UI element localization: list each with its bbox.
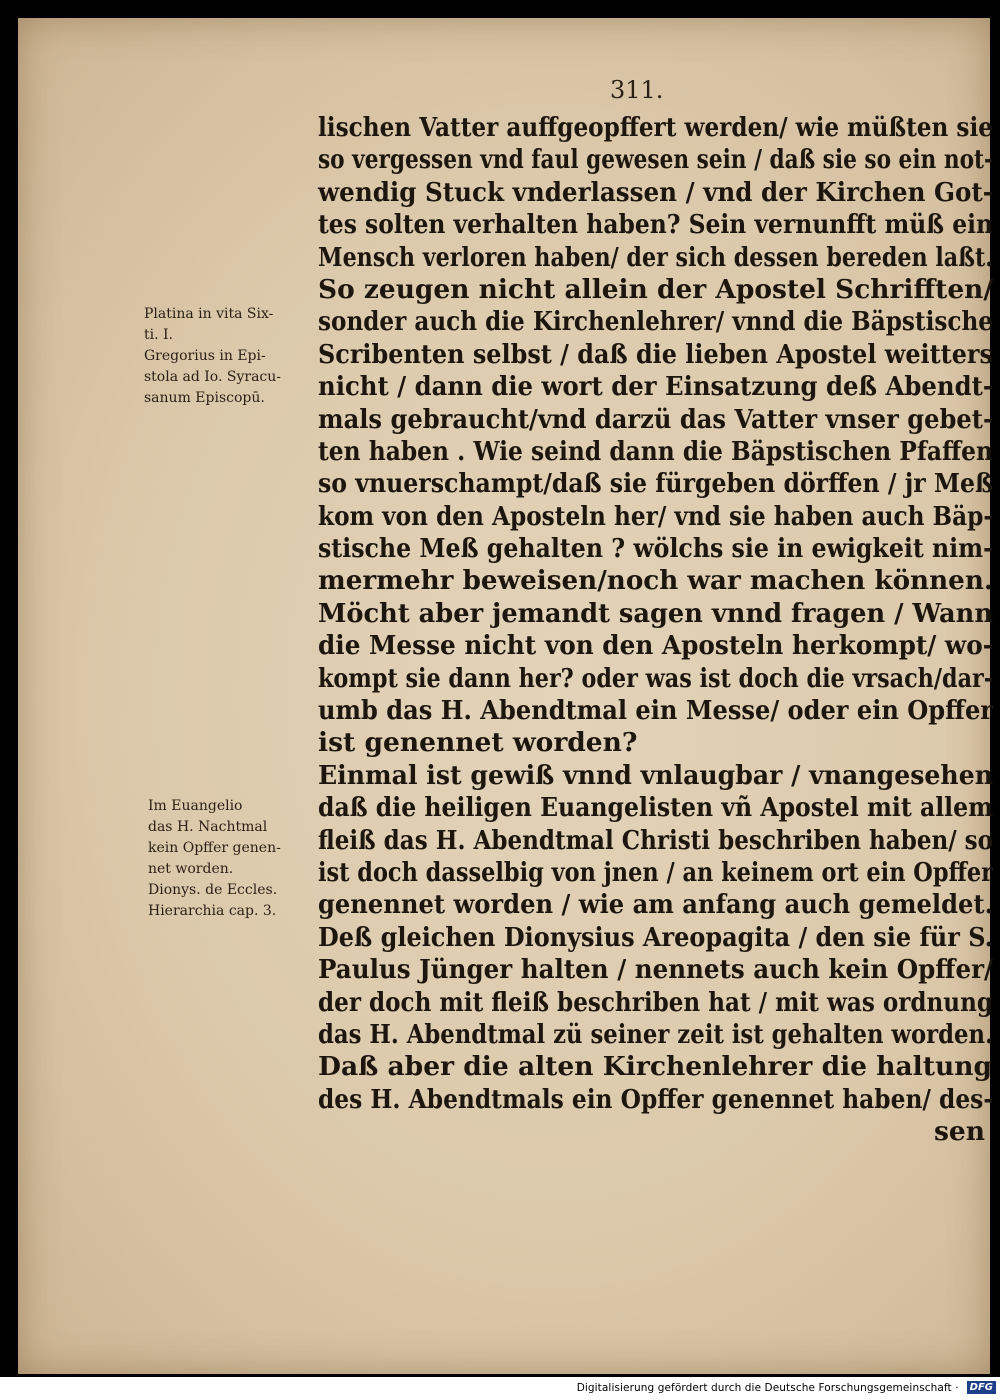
text-line: nicht / dann die wort der Einsatzung deß Abendt- <box>318 371 993 403</box>
text-line: Möcht aber jemandt sagen vnnd fragen / Wann <box>318 597 993 629</box>
text-line: Paulus Jünger halten / nennets auch kein Opffer/ <box>318 954 993 986</box>
margin-note-line: Dionys. de Eccles. <box>148 882 278 898</box>
margin-note-line: Hierarchia cap. 3. <box>148 903 277 919</box>
text-line: so vergessen vnd faul gewesen sein / daß sie so ein not- <box>318 144 993 176</box>
text-line: das H. Abendtmal zü seiner zeit ist gehalten worden. <box>318 1018 993 1050</box>
margin-note-line: ti. I. <box>144 327 173 343</box>
text-line: Scribenten selbst / daß die lieben Apostel weitters <box>318 338 993 370</box>
text-line: fleiß das H. Abendtmal Christi beschriben haben/ so <box>318 824 993 856</box>
text-line: des H. Abendtmals ein Opffer genennet haben/ des- <box>318 1083 993 1115</box>
text-line: ten haben . Wie seind dann die Bäpstischen Pfaffen <box>318 435 993 467</box>
text-line: umb das H. Abendtmal ein Messe/ oder ein Opffer <box>318 695 993 727</box>
text-line: Daß aber die alten Kirchenlehrer die haltung <box>318 1051 993 1083</box>
margin-note-line: kein Opffer genen- <box>148 840 281 856</box>
text-line: daß die heiligen Euangelisten vñ Apostel mit allem <box>318 792 993 824</box>
margin-note-gloss <box>148 796 281 922</box>
text-line: mermehr beweisen/noch war machen können. <box>318 565 993 597</box>
text-line: stische Meß gehalten ? wölchs sie in ewigkeit nim- <box>318 533 993 565</box>
text-line: lischen Vatter auffgeopffert werden/ wie müßten sie <box>318 112 993 143</box>
text-line: genennet worden / wie am anfang auch gemeldet. <box>318 889 993 921</box>
text-line: So zeugen nicht allein der Apostel Schrifften/ <box>318 273 993 305</box>
dfg-logo[interactable]: DFG <box>967 1381 996 1394</box>
margin-note-line: Im Euangelio <box>148 798 243 814</box>
text-line: Deß gleichen Dionysius Areopagita / den sie für S. <box>318 921 993 953</box>
text-line: Einmal ist gewiß vnnd vnlaugbar / vnangesehen <box>318 759 993 791</box>
main-text-block <box>318 112 993 1149</box>
text-line: ist doch dasselbig von jnen / an keinem ort ein Opffer <box>318 856 993 888</box>
footer-bar <box>0 1377 1000 1400</box>
text-line: die Messe nicht von den Aposteln herkompt/ wo- <box>318 630 993 662</box>
text-line: kom von den Aposteln her/ vnd sie haben auch Bäp- <box>318 500 993 532</box>
text-line: ist genennet worden? <box>318 727 638 759</box>
margin-note-line: Gregorius in Epi- <box>144 348 266 364</box>
page-number: 311. <box>610 76 664 104</box>
text-line: wendig Stuck vnderlassen / vnd der Kirchen Got- <box>318 176 993 208</box>
margin-note-citation <box>144 304 281 409</box>
margin-note-line: stola ad Io. Syracu- <box>144 369 282 385</box>
book-page <box>18 18 993 1374</box>
text-line-catchword: sen <box>933 1116 985 1148</box>
funding-credit: Digitalisierung gefördert durch die Deutsche Forschungsgemeinschaft · <box>576 1382 959 1394</box>
margin-note-line: Platina in vita Six- <box>144 306 274 322</box>
text-line: mals gebraucht/vnd darzü das Vatter vnser gebet- <box>318 403 993 435</box>
margin-note-line: sanum Episcopū. <box>144 390 265 406</box>
margin-note-line: das H. Nachtmal <box>148 819 268 835</box>
text-line: der doch mit fleiß beschriben hat / mit was ordnung <box>318 986 993 1018</box>
margin-note-line: net worden. <box>148 861 234 877</box>
text-line: tes solten verhalten haben? Sein vernunfft müß ein <box>318 209 993 241</box>
text-line: so vnuerschampt/daß sie fürgeben dörffen / jr Meß <box>318 468 993 500</box>
text-line: Mensch verloren haben/ der sich dessen bereden laßt. <box>318 241 993 273</box>
text-line: kompt sie dann her? oder was ist doch die vrsach/dar- <box>318 662 993 694</box>
text-line: sonder auch die Kirchenlehrer/ vnnd die Bäpstische <box>318 306 993 338</box>
